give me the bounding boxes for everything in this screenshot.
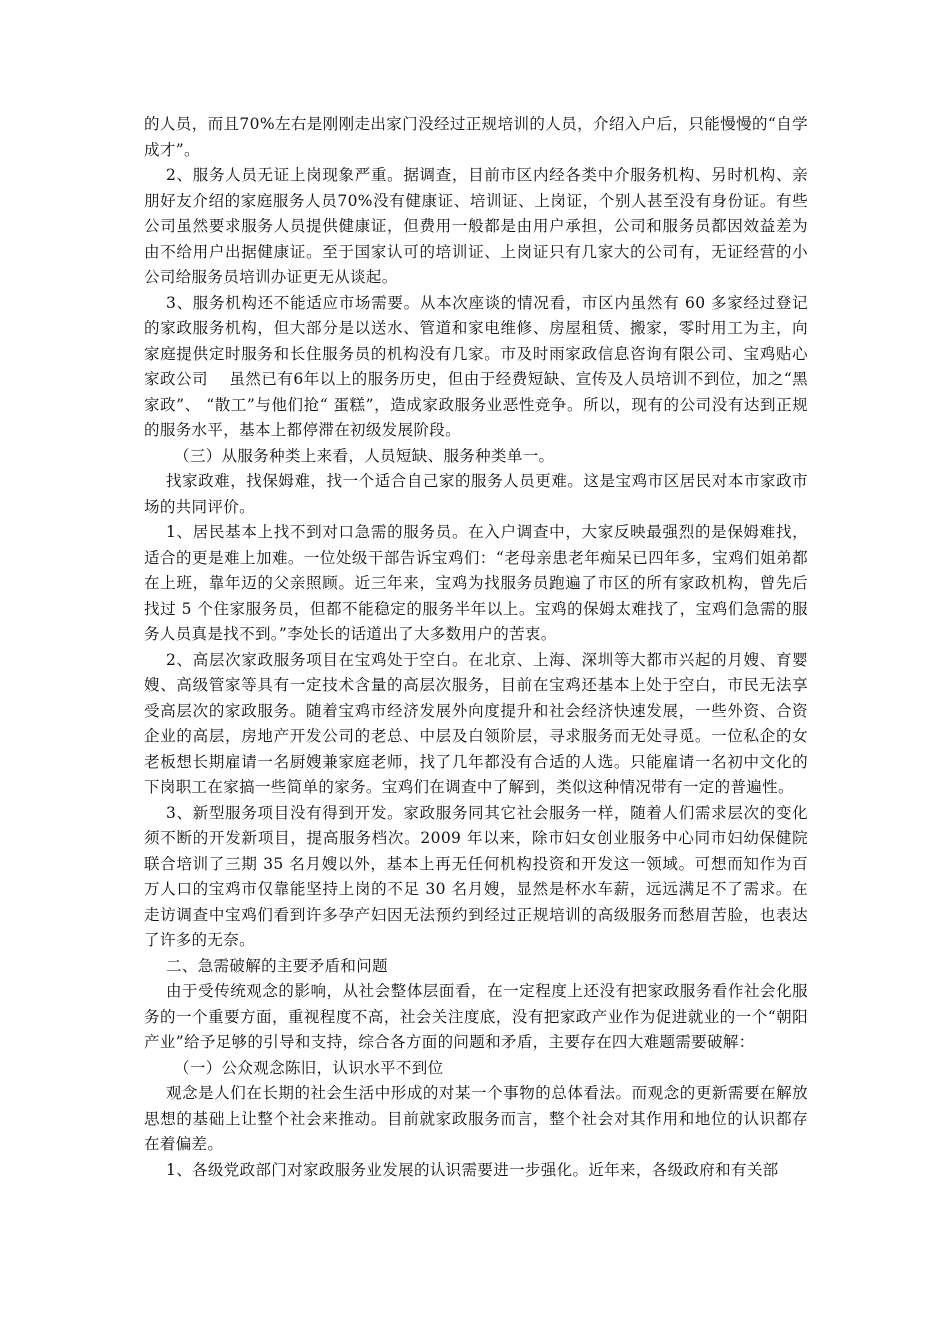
paragraph-6: 1、居民基本上找不到对口急需的服务员。在入户调查中，大家反映最强烈的是保姆难找，适合的更是难上加难。一位处级干部告诉宝鸡们：“老母亲患老年痴呆已四年多，宝鸡们姐弟都在上班，靠年迈的父亲照顾。近三年来，宝鸡为找服务员跑遍了市区的所有家政机构，曾先后找过 5 个住家服务员，但都不能稳定的服务半年以上。宝鸡的保姆太难找了，宝鸡们急需的服务人员真是找不到。”李处长的话道出了大多数用户的苦衷。 <box>144 523 808 643</box>
paragraph-13: 1、各级党政部门对家政服务业发展的认识需要进一步强化。近年来，各级政府和有关部 <box>166 1160 779 1179</box>
paragraph-5: 找家政难，找保姆难，找一个适合自己家的服务人员更难。这是宝鸡市区居民对本市家政市场的共同评价。 <box>144 472 808 516</box>
paragraph-1: 的人员，而且70%左右是刚刚走出家门没经过正规培训的人员，介绍入户后，只能慢慢的“自学成才”。 <box>144 115 808 159</box>
section-heading-3: （三）从服务种类上来看，人员短缺、服务种类单一。 <box>174 446 555 465</box>
paragraph-8: 3、新型服务项目没有得到开发。家政服务同其它社会服务一样，随着人们需求层次的变化须不断的开发新项目，提高服务档次。2009 年以来，除市妇女创业服务中心同市妇幼保健院联合培训了三期 35 名月嫂以外，基本上再无任何机构投资和开发这一领域。可想而知作为百万人口的宝鸡市仅靠能坚持上岗的不足 30 名月嫂，显然是杯水车薪，远远满足不了需求。在走访调查中宝鸡们看到许多孕产妇因无法预约到经过正规培训的高级服务而愁眉苦脸，也表达了许多的无奈。 <box>144 803 808 949</box>
document-page <box>144 112 808 1183</box>
paragraph-12: 观念是人们在长期的社会生活中形成的对某一个事物的总体看法。而观念的更新需要在解放思想的基础上让整个社会来推动。目前就家政服务而言，整个社会对其作用和地位的认识都存在着偏差。 <box>144 1084 808 1153</box>
paragraph-7: 2、高层次家政服务项目在宝鸡处于空白。在北京、上海、深圳等大都市兴起的月嫂、育婴嫂、高级管家等具有一定技术含量的高层次服务，目前在宝鸡还基本上处于空白，市民无法享受高层次的家政服务。随着宝鸡市经济发展外向度提升和社会经济快速发展，一些外资、合资企业的高层，房地产开发公司的老总、中层及白领阶层，寻求服务而无处寻觅。一位私企的女老板想长期雇请一名厨嫂兼家庭老师，找了几年都没有合适的人选。只能雇请一名初中文化的下岗职工在家搞一些简单的家务。宝鸡们在调查中了解到，类似这种情况带有一定的普遍性。 <box>144 650 808 796</box>
section-heading-1: （一）公众观念陈旧，认识水平不到位 <box>174 1058 444 1077</box>
paragraph-2: 2、服务人员无证上岗现象严重。据调查，目前市区内经各类中介服务机构、另时机构、亲朋好友介绍的家庭服务人员70%没有健康证、培训证、上岗证，个别人甚至没有身份证。有些公司虽然要求服务人员提供健康证，但费用一般都是由用户承担，公司和服务员都因效益差为由不给用户出据健康证。至于国家认可的培训证、上岗证只有几家大的公司有，无证经营的小公司给服务员培训办证更无从谈起。 <box>144 166 808 286</box>
paragraph-3: 3、服务机构还不能适应市场需要。从本次座谈的情况看，市区内虽然有 60 多家经过登记的家政服务机构，但大部分是以送水、管道和家电维修、房屋租赁、搬家，零时用工为主，向家庭提供定时服务和长住服务员的机构没有几家。市及时雨家政信息咨询有限公司、宝鸡贴心家政公司 虽然已有6年以上的服务历史，但由于经费短缺、宣传及人员培训不到位，加之“黑家政”、 “散工”与他们抢“ 蛋糕”，造成家政服务业恶性竞争。所以，现有的公司没有达到正规的服务水平，基本上都停滞在初级发展阶段。 <box>144 293 808 439</box>
section-heading-2: 二、急需破解的主要矛盾和问题 <box>166 956 388 975</box>
paragraph-10: 由于受传统观念的影响，从社会整体层面看，在一定程度上还没有把家政服务看作社会化服务的一个重要方面，重视程度不高，社会关注度底，没有把家政产业作为促进就业的一个“朝阳产业”给予足够的引导和支持，综合各方面的问题和矛盾，主要存在四大难题需要破解： <box>144 982 808 1051</box>
